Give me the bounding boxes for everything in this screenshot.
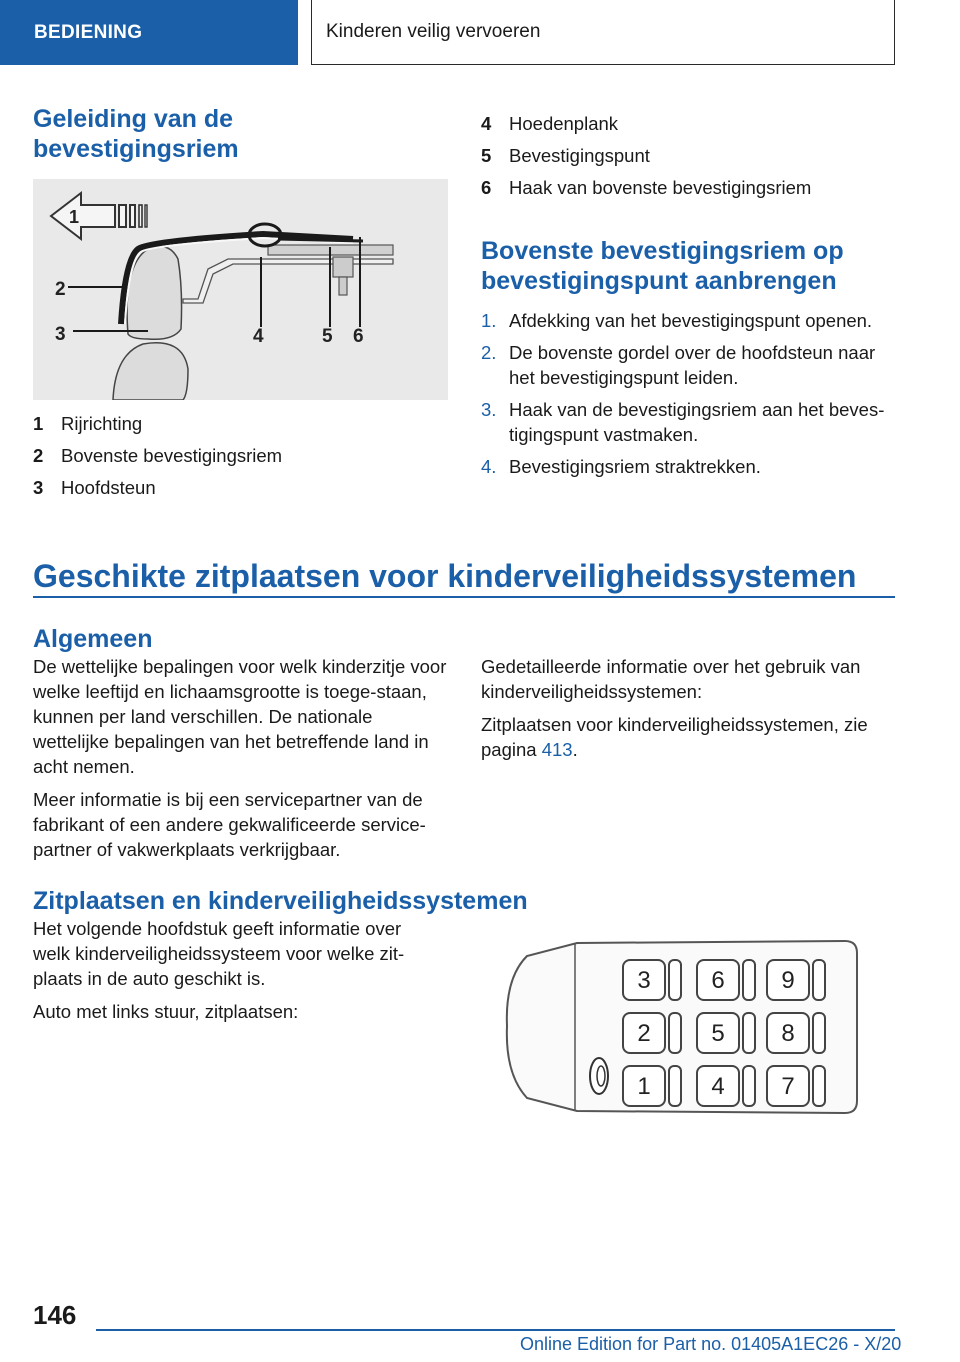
seat-4 [697, 1066, 755, 1106]
attach-section [481, 236, 896, 486]
step-item: 3. Haak van de bevestigingsriem aan het beves-tigingspunt vastmaken. [481, 399, 885, 445]
general-section [33, 624, 448, 870]
step-item: 2. De bovenste gordel over de hoofdsteun naar het bevestigingspunt leiden. [481, 342, 876, 388]
seat-5 [697, 1013, 755, 1053]
seat-number: 3 [637, 967, 651, 994]
figure-label: 1 [69, 207, 80, 227]
general-paragraph: Meer informatie is bij een servicepartner van de fabrikant of een andere gekwalificeerde service-partner of vakwerkplaats verkrijgbaar. [33, 789, 426, 860]
general-title: Algemeen [33, 625, 153, 653]
seat-2 [623, 1013, 681, 1053]
seat-number: 8 [781, 1020, 795, 1047]
seat-layout-diagram [497, 938, 859, 1116]
figure-legend-right [481, 108, 896, 204]
general-section-right [481, 654, 896, 770]
attach-steps [481, 308, 896, 479]
attach-title: Bovenste bevestigingsriem op bevestigingspunt aanbrengen [481, 237, 844, 295]
figure-label: 4 [253, 326, 264, 347]
general-paragraph: De wettelijke bepalingen voor welk kinderzitje voor welke leeftijd en lichaamsgrootte is toege-staan, kunnen per land verschillen. De nationale wettelijke bepalingen van het betreffende land in acht nemen. [33, 656, 447, 777]
seats-paragraph: Het volgende hoofdstuk geeft informatie over welk kinderveiligheidssysteem voor welke zit-plaats in de auto geschikt is. [33, 918, 405, 989]
footer-edition: Online Edition for Part no. 01405A1EC26 - X/20 [520, 1334, 902, 1354]
seat-8 [767, 1013, 825, 1053]
chapter-title: Kinderen veilig vervoeren [311, 0, 895, 65]
footer-divider [96, 1329, 895, 1331]
page-link[interactable]: 413 [541, 739, 573, 760]
figure-label: 2 [55, 279, 66, 300]
seat-number: 4 [711, 1073, 725, 1100]
figure-label: 5 [322, 326, 333, 347]
legend-item: 1 Rijrichting [33, 413, 143, 434]
legend-item: 4 Hoedenplank [481, 113, 619, 134]
legend-item: 6 Haak van bovenste bevestigingsriem [481, 177, 812, 198]
step-item: 4. Bevestigingsriem straktrekken. [481, 456, 761, 477]
seat-1 [623, 1066, 681, 1106]
seat-number: 2 [637, 1020, 651, 1047]
tether-guide-section [33, 104, 448, 164]
seat-7 [767, 1066, 825, 1106]
figure-label: 6 [353, 326, 364, 347]
seat-number: 6 [711, 967, 725, 994]
seat-number: 5 [711, 1020, 725, 1047]
seat-6 [697, 960, 755, 1000]
section-divider [33, 596, 895, 598]
general-paragraph: Gedetailleerde informatie over het gebruik van kinderveiligheidssystemen: [481, 656, 861, 702]
steering-wheel-icon [590, 1058, 608, 1094]
legend-item: 2 Bovenste bevestigingsriem [33, 445, 283, 466]
tether-guide-title: Geleiding van de bevestigingsriem [33, 105, 239, 163]
figure-label: 3 [55, 324, 66, 345]
seat-grid [623, 960, 825, 1106]
seat-number: 9 [781, 967, 795, 994]
section-tab: BEDIENING [0, 0, 298, 65]
legend-item: 3 Hoofdsteun [33, 477, 156, 498]
page-number: 146 [33, 1300, 77, 1330]
seats-paragraph: Auto met links stuur, zitplaatsen: [33, 1001, 299, 1022]
section-title: Geschikte zitplaatsen voor kinderveiligheidssystemen [33, 558, 857, 594]
seats-title: Zitplaatsen en kinderveiligheidssystemen [33, 887, 528, 915]
figure-legend-left [33, 408, 448, 504]
tether-routing-figure [33, 179, 448, 400]
general-paragraph: Zitplaatsen voor kinderveiligheidssystemen, zie pagina 413. [481, 714, 868, 760]
seat-number: 1 [637, 1073, 651, 1100]
seat-3 [623, 960, 681, 1000]
seat-number: 7 [781, 1073, 795, 1100]
step-item: 1. Afdekking van het bevestigingspunt openen. [481, 310, 873, 331]
seat-9 [767, 960, 825, 1000]
legend-item: 5 Bevestigingspunt [481, 145, 650, 166]
